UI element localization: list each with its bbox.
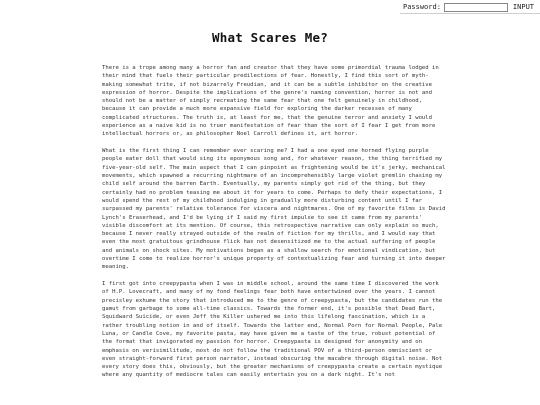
login-bar (403, 2, 536, 12)
header-divider (400, 13, 540, 14)
page-title: What Scares Me? (212, 30, 328, 45)
input-submit-button[interactable]: INPUT (512, 3, 534, 11)
article-paragraph: What is the first thing I can remember ever scaring me? I had a one eyed one horned flying purple people eater doll that would sing its eponymous song and, for whatever reason, the thing terrified my five-year-old self. The main aspect that I can pinpoint as frightening would be it's jerky, mechanical movements, which spawned a recurring nightmare of an incomprehensibly large violet gremlin chasing my child self around the barren Earth. Eventually, my parents simply got rid of the thing, but they certainly had no problem teasing me about it for years to come. Perhaps to defy their expectations, I would spend the rest of my childhood indulging in gradually more disturbing content until I far surpassed my parents' relative tolerance for viscera and nightmares. One of my favorite films is David Lynch's Eraserhead, and I'd be lying if I said my first impulse to see it came from my parents' visible discomfort at its mention. Of course, this retrospective narrative can only explain so much, because I never really strayed outside of the realm of fiction for my thrills, and I would say that even the most gratuitous grindhouse flick has not desensitized me to the actual suffering of people and animals on shock sites. My motivations began as a shallow search for emotional vindication, but overtime I come to realize horror's unique property of contextualizing fear and turning it into deeper meaning. (102, 148, 446, 271)
article-paragraph: There is a trope among many a horror fan and creator that they have some primordial trauma lodged in their mind that fuels their particular predilections of fear. Honestly, I find this sort of myth-making somewhat trite, if not bizarrely Freudian, and it can be a subtle inhibitor on the creative expression of horror. Despite the implications of the genre's naming convention, horror is not and should not be a matter of simply recreating the same fear that one felt genuinely in childhood, because it can provide a much more expansive field for exploring the darker recesses of many complicated structures. The truth is, at least for me, that the genuine terror and anxiety I would experience as a naive kid is no truer manifestation of fear than the sort of I fear I get from more intellectual horrors or, as philosopher Noel Carroll defines it, art horror. (102, 65, 439, 138)
article-paragraph: I first got into creepypasta when I was in middle school, around the same time I discovered the work of H.P. Lovecraft, and many of my fond feelings fear both have entertwined over the years. I cannot precisley exhume the story that introduced me to the genre of creepypasta, but the candidates run the gamut from garbage to some all-time classics. Towards the former end, it's possible that Dead Bart, Squidward Suicide, or even Jeff the Killer ushered me into this lifelong fascination, which is a rather troubling notion in and of itself. Towards the latter end, Normal Porn for Normal People, Pale Luna, or Candle Cove, my favorite pasta, may have given me a taste of the true, robust potential of the format that invigorated my passion for horror. Creepypasta is designed for anonymity and on emphasis on verisimilitude, most do not follow the traditional POV of a third-person omniscient or even straight-forward first person narrator, instead obscuring the macabre through digital noise. Not every story does this, obviously, but the greater mechanisms of creepypasta create a certain mystique where any quantity of mediocre tales can easily entertain you on a dark night. It's not (102, 281, 443, 379)
article-body (102, 64, 446, 388)
password-input[interactable] (444, 3, 508, 12)
password-label: Password: (402, 3, 441, 11)
